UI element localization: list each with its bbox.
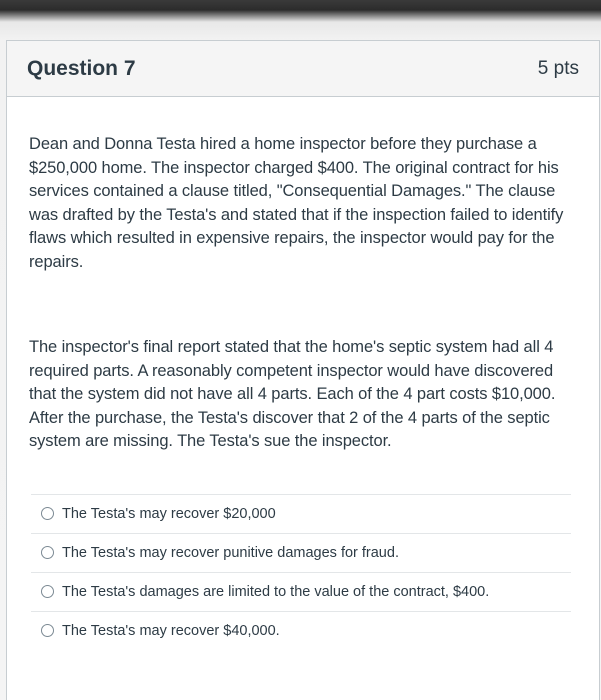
question-body	[7, 97, 599, 650]
answer-option-1[interactable]	[31, 494, 571, 533]
question-title: Question 7	[27, 56, 136, 80]
answer-label-1[interactable]: The Testa's may recover $20,000	[62, 505, 276, 522]
answer-label-4[interactable]: The Testa's may recover $40,000.	[62, 622, 280, 639]
radio-button-icon[interactable]	[41, 507, 54, 520]
answer-label-2[interactable]: The Testa's may recover punitive damages for fraud.	[62, 544, 399, 561]
answer-option-3[interactable]	[31, 572, 571, 611]
answer-label-3[interactable]: The Testa's damages are limited to the value of the contract, $400.	[62, 583, 490, 600]
question-header	[7, 41, 599, 97]
radio-button-icon[interactable]	[41, 546, 54, 559]
question-paragraph-2: The inspector's final report stated that the home's septic system had all 4 required parts. A reasonably competent inspector would have discovered that the system did not have all 4 parts. Each of the 4 part costs $10,000. After the purchase, the Testa's discover that 2 of the 4 parts of the septic system are missing. The Testa's sue the inspector.	[29, 338, 556, 450]
radio-button-icon[interactable]	[41, 624, 54, 637]
answer-list	[31, 494, 571, 650]
question-card	[6, 40, 600, 700]
question-paragraph-1: Dean and Donna Testa hired a home inspector before they purchase a $250,000 home. The inspector charged $400. The original contract for his services contained a clause titled, "Consequential Damages." The clause was drafted by the Testa's and stated that if the inspection failed to identify flaws which resulted in expensive repairs, the inspector would pay for the repairs.	[29, 135, 564, 271]
answer-option-2[interactable]	[31, 533, 571, 572]
radio-button-icon[interactable]	[41, 585, 54, 598]
question-points: 5 pts	[537, 57, 579, 79]
answer-option-4[interactable]	[31, 611, 571, 650]
